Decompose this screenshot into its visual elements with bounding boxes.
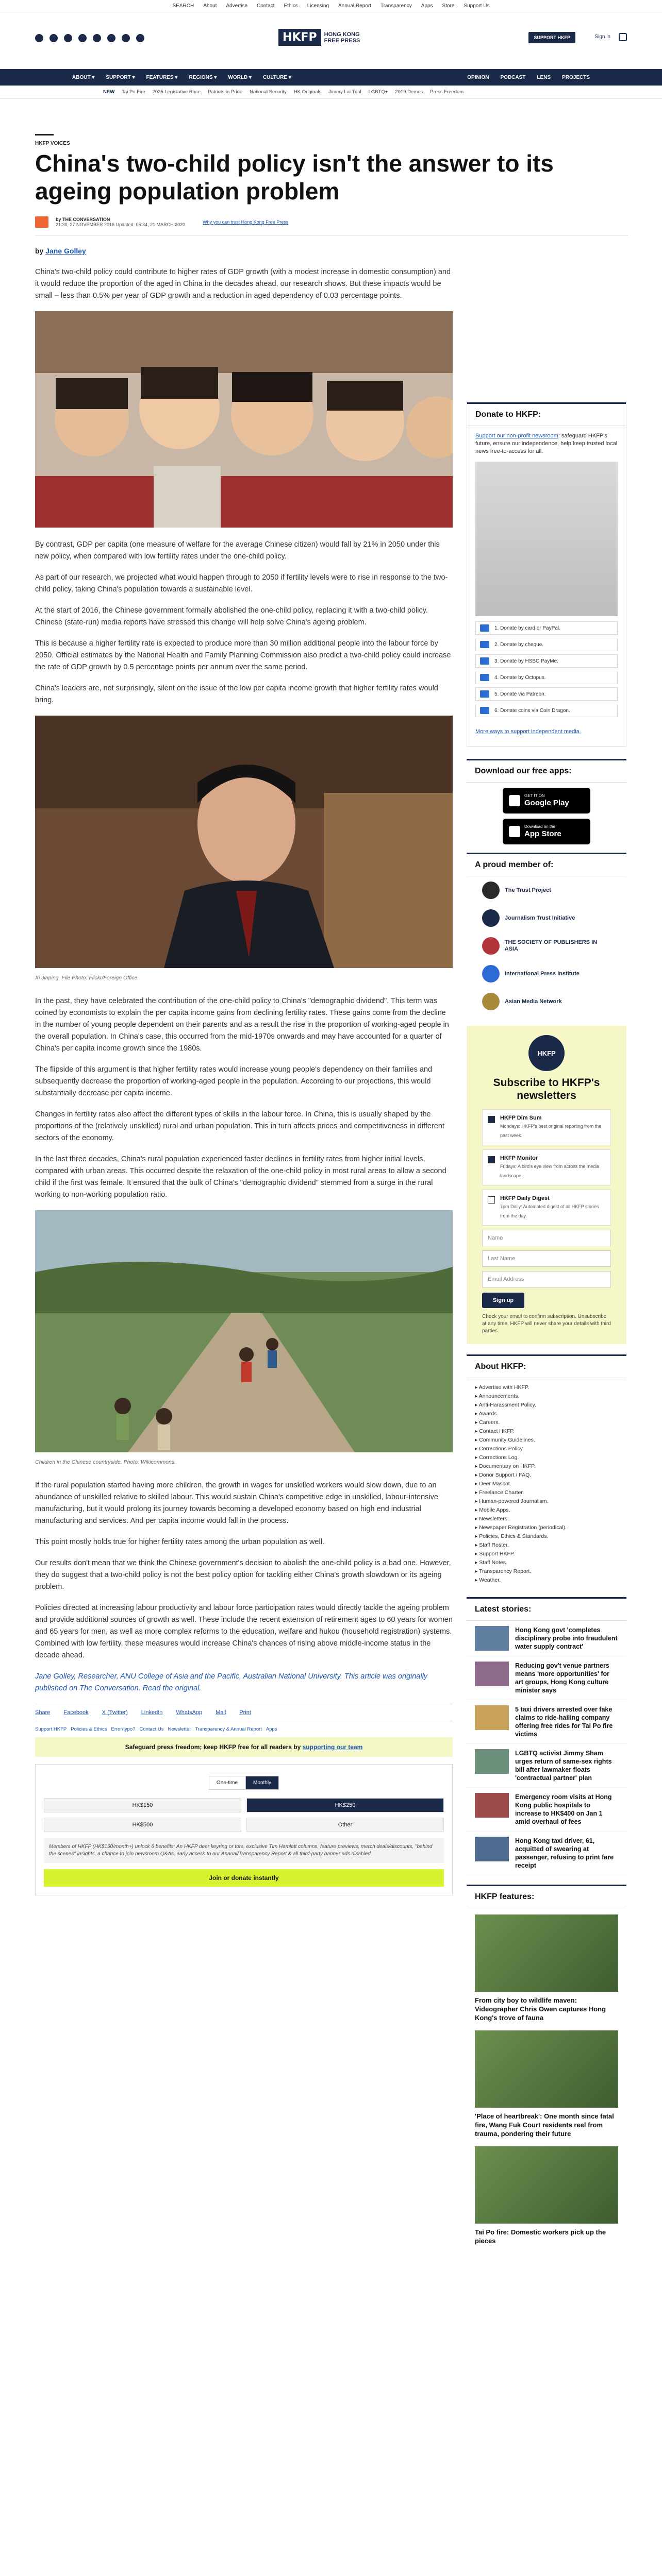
donate-option-label: 6. Donate coins via Coin Dragon. xyxy=(494,707,570,714)
member-logo xyxy=(482,965,500,982)
article-title: China's two-child policy isn't the answer to its ageing population problem xyxy=(35,150,554,205)
about-link[interactable]: ▸ Community Guidelines. xyxy=(475,1436,618,1445)
trending-item[interactable]: 2025 Legislative Race xyxy=(152,89,201,95)
app-store-button[interactable] xyxy=(503,819,590,844)
article-paragraph: This point mostly holds true for higher fertility rates among the urban population as well. xyxy=(35,1538,324,1546)
about-link[interactable]: ▸ Advertise with HKFP. xyxy=(475,1383,618,1392)
article-paragraph: As part of our research, we projected what would happen through to 2050 if fertility levels were to rise in response to the two-child policy, taking China's population towards a sustainable level. xyxy=(35,573,448,594)
site-header xyxy=(0,12,662,69)
donate-widget xyxy=(467,402,626,747)
instagram-icon[interactable] xyxy=(64,34,72,42)
member-logo xyxy=(482,909,500,927)
the-conversation-logo xyxy=(35,216,48,228)
trending-item[interactable]: National Security xyxy=(250,89,287,95)
about-link[interactable]: ▸ Donor Support / FAQ. xyxy=(475,1471,618,1480)
about-link[interactable]: ▸ Support HKFP. xyxy=(475,1550,618,1558)
newsletter-option[interactable] xyxy=(482,1109,611,1145)
member-logo xyxy=(482,993,500,1010)
policy-link[interactable]: Support HKFP xyxy=(35,1726,67,1732)
google-play-icon xyxy=(509,795,520,806)
trending-item[interactable]: Press Freedom xyxy=(430,89,464,95)
member-org[interactable] xyxy=(467,932,626,960)
latest-story[interactable] xyxy=(467,1656,626,1700)
newsletter-desc: 7pm Daily: Automated digest of all HKFP stories from the day. xyxy=(500,1204,599,1218)
topbar-link[interactable]: Transparency xyxy=(380,3,412,9)
latest-story[interactable] xyxy=(467,1788,626,1832)
feature-image xyxy=(475,1914,618,1992)
policy-links xyxy=(35,1726,453,1732)
story-thumbnail xyxy=(475,1626,509,1651)
policy-link[interactable]: Newsletter xyxy=(168,1726,191,1732)
nav-item[interactable]: CULTURE ▾ xyxy=(262,74,291,80)
article-paragraph: At the start of 2016, the Chinese government formally abolished the one-child policy, replacing it with a two-child policy. Chinese (state-run) media reports have stressed this change will help solve China's ageing problem. xyxy=(35,606,428,626)
donate-option-label: 1. Donate by card or PayPal. xyxy=(494,625,560,631)
feature-story[interactable] xyxy=(475,2030,618,2138)
google-play-label: Google Play xyxy=(524,799,569,807)
app-store-label: App Store xyxy=(524,829,561,838)
about-link[interactable]: ▸ Staff Roster. xyxy=(475,1541,618,1550)
article-paragraph: This is because a higher fertility rate is expected to produce more than 30 million additional people into the labour force by 2050. Official estimates by the National Health and Family Planning Commission also predict a two-child policy could increase the rate of GDP growth by 0.5 percentage points per annum over the same period. xyxy=(35,639,451,671)
donate-title: Donate to HKFP: xyxy=(467,402,626,426)
name-field[interactable]: Name xyxy=(482,1230,611,1246)
about-link[interactable]: ▸ Staff Notes. xyxy=(475,1558,618,1567)
story-title: 5 taxi drivers arrested over fake claims to ride-hailing company offering free rides for Tai Po fire victims xyxy=(515,1706,613,1738)
google-play-small: GET IT ON xyxy=(524,793,545,798)
share-link[interactable]: WhatsApp xyxy=(176,1709,203,1716)
member-org[interactable] xyxy=(467,876,626,904)
donate-option-label: 4. Donate by Octopus. xyxy=(494,674,546,681)
story-thumbnail xyxy=(475,1793,509,1818)
donate-option-label: 2. Donate by cheque. xyxy=(494,641,544,648)
article-paragraph: China's leaders are, not surprisingly, silent on the issue of the low per capita income growth that higher fertility rates would bring. xyxy=(35,684,438,704)
donate-option[interactable] xyxy=(475,621,618,635)
donate-option[interactable] xyxy=(475,687,618,701)
newsletter-widget xyxy=(467,1026,626,1344)
payment-icon xyxy=(480,641,489,648)
about-link[interactable]: ▸ Documentary on HKFP. xyxy=(475,1462,618,1471)
latest-title: Latest stories: xyxy=(467,1597,626,1621)
google-play-button[interactable] xyxy=(503,788,590,814)
logo-mark: HKFP xyxy=(278,29,321,46)
apple-icon xyxy=(509,826,520,837)
topbar-link[interactable]: Store xyxy=(442,3,455,9)
member-name: International Press Institute xyxy=(505,970,580,977)
amount-grid xyxy=(44,1798,444,1832)
policy-link[interactable]: Apps xyxy=(266,1726,277,1732)
about-link[interactable]: ▸ Transparency Report. xyxy=(475,1567,618,1576)
latest-story[interactable] xyxy=(467,1700,626,1744)
payment-icon xyxy=(480,674,489,681)
story-thumbnail xyxy=(475,1705,509,1730)
story-thumbnail xyxy=(475,1749,509,1774)
share-link[interactable]: Facebook xyxy=(63,1709,89,1716)
article-paragraph: By contrast, GDP per capita (one measure of welfare for the average Chinese citizen) would fall by 21% in 2050 under this new policy, when compared with low fertility rates under the one-child policy. xyxy=(35,540,440,561)
latest-story[interactable] xyxy=(467,1621,626,1656)
article-paragraph: The flipside of this argument is that higher fertility rates would increase young people's dependency on their families and subsequently decrease the proportion of working-aged people in the population. According to our projections, this would substantially decrease per capita income. xyxy=(35,1065,433,1097)
story-title: Reducing gov't venue partners means 'more opportunities' for art groups, Hong Kong culture minister says xyxy=(515,1662,610,1694)
trending-label: NEW xyxy=(103,89,115,95)
topbar-link[interactable]: Ethics xyxy=(284,3,298,9)
amount-250[interactable]: HK$250 xyxy=(246,1798,444,1812)
article-paragraph: Changes in fertility rates also affect the different types of skills in the labour force. In China, this is usually shaped by the proportions of the (relatively unskilled) rural and urban population. This in turn affects prices and competitiveness in different sectors of the economy. xyxy=(35,1110,444,1142)
about-link[interactable]: ▸ Freelance Charter. xyxy=(475,1488,618,1497)
newsletter-option[interactable] xyxy=(482,1190,611,1226)
one-time-toggle[interactable]: One-time xyxy=(209,1776,245,1790)
member-name: THE SOCIETY OF PUBLISHERS IN ASIA xyxy=(504,939,598,952)
donate-intro: Support our non-profit newsroom: safeguard HKFP's future, ensure our independence, help keep trusted local news free-to-access for all. xyxy=(475,433,618,454)
topbar-link[interactable]: Contact xyxy=(257,3,275,9)
policy-link[interactable]: Policies & Ethics xyxy=(71,1726,107,1732)
donate-option[interactable] xyxy=(475,704,618,717)
newsletter-option[interactable] xyxy=(482,1149,611,1185)
email-field[interactable]: Email Address xyxy=(482,1271,611,1287)
rss-icon[interactable] xyxy=(136,34,144,42)
payment-icon xyxy=(480,624,489,632)
author-note: Jane Golley, Researcher, ANU College of Asia and the Pacific, Australian National University. This article was originally published on The Conversation. Read the original. xyxy=(35,1672,428,1692)
topbar-link[interactable]: SEARCH xyxy=(172,3,194,9)
topbar-link[interactable]: Apps xyxy=(421,3,433,9)
feature-title: From city boy to wildlife maven: Videographer Chris Owen captures Hong Kong's trove of fauna xyxy=(475,1996,606,2022)
newsletter-name: HKFP Dim Sum xyxy=(500,1115,542,1121)
frequency-toggle xyxy=(44,1776,444,1790)
about-link[interactable]: ▸ Corrections Policy. xyxy=(475,1445,618,1453)
feature-title: Tai Po fire: Domestic workers pick up the pieces xyxy=(475,2228,606,2245)
byline-prefix: by xyxy=(35,247,44,255)
about-link[interactable]: ▸ Careers. xyxy=(475,1418,618,1427)
support-box xyxy=(35,1764,453,1895)
story-title: Hong Kong taxi driver, 61, acquitted of swearing at passenger, refusing to print fare receipt xyxy=(515,1837,614,1869)
story-title: Emergency room visits at Hong Kong public hospitals to increase to HK$400 on Jan 1 amid overhaul of fees xyxy=(515,1793,612,1825)
feature-title: 'Place of heartbreak': One month since fatal fire, Wang Fuk Court residents reel from trauma, pondering their future xyxy=(475,2112,614,2138)
story-thumbnail xyxy=(475,1662,509,1686)
donate-intro-link[interactable]: Support our non-profit newsroom xyxy=(475,433,558,439)
youtube-icon[interactable] xyxy=(78,34,87,42)
nav-item[interactable]: WORLD ▾ xyxy=(228,74,252,80)
app-store-small: Download on the xyxy=(524,824,556,829)
article-paragraph: In the past, they have celebrated the contribution of the one-child policy to China's "demographic dividend". This term was coined by economists to explain the per capita income gains from declining fertility rates. These gains come from the decline in the number of young people dependent on their parents and as a result the rise in the proportion of working-aged people in the overall population. In China's case, this occurred from the mid-1970s onwards and may have accounted for a quarter of China's per capita income growth since the 1980s. xyxy=(35,997,449,1053)
policy-link[interactable]: Contact Us xyxy=(139,1726,164,1732)
about-link[interactable]: ▸ Anti-Harassment Policy. xyxy=(475,1401,618,1410)
newsletter-name: HKFP Daily Digest xyxy=(500,1195,550,1201)
facebook-icon[interactable] xyxy=(35,34,43,42)
children-photo-svg xyxy=(35,311,453,528)
donate-intro-text: safeguard HKFP's future, ensure our independence, help keep trusted local news free-to-access for all. xyxy=(475,433,618,454)
author-link[interactable]: Jane Golley xyxy=(45,247,86,255)
children-photo xyxy=(35,311,453,528)
member-name: Asian Media Network xyxy=(505,998,562,1005)
about-link[interactable]: ▸ Human-powered Journalism. xyxy=(475,1497,618,1506)
trending-item[interactable]: Tai Po Fire xyxy=(122,89,145,95)
nav-item[interactable]: PODCAST xyxy=(500,74,526,80)
amount-other[interactable]: Other xyxy=(246,1818,444,1832)
trending-item[interactable]: LGBTQ+ xyxy=(368,89,388,95)
about-link[interactable]: ▸ Newspaper Registration (periodical). xyxy=(475,1523,618,1532)
member-name: Journalism Trust Initiative xyxy=(505,914,575,921)
nav-item[interactable]: PROJECTS xyxy=(562,74,590,80)
newsletter-name: HKFP Monitor xyxy=(500,1155,538,1161)
trending-item[interactable]: Jimmy Lai Trial xyxy=(328,89,361,95)
payment-icon xyxy=(480,690,489,698)
top-utility-bar xyxy=(0,0,662,12)
about-link[interactable]: ▸ Policies, Ethics & Standards. xyxy=(475,1532,618,1541)
newsletter-checkbox[interactable] xyxy=(488,1156,495,1163)
member-title: A proud member of: xyxy=(467,853,626,876)
nav-item[interactable]: REGIONS ▾ xyxy=(189,74,217,80)
donate-option[interactable] xyxy=(475,654,618,668)
donate-image xyxy=(475,462,618,616)
trust-link[interactable]: Why you can trust Hong Kong Free Press xyxy=(203,219,289,225)
photo-caption-1: Xi Jinping. File Photo: Flickr/Foreign Office. xyxy=(35,975,139,981)
social-links xyxy=(35,34,144,42)
topbar-link[interactable]: Advertise xyxy=(226,3,248,9)
press-banner-link[interactable]: supporting our team xyxy=(302,1743,363,1751)
about-link[interactable]: ▸ Mobile Apps. xyxy=(475,1506,618,1515)
menu-icon[interactable] xyxy=(619,33,627,41)
about-link[interactable]: ▸ Newsletters. xyxy=(475,1515,618,1523)
nav-item[interactable]: FEATURES ▾ xyxy=(146,74,178,80)
story-title: LGBTQ activist Jimmy Sham urges return of same-sex rights bill after lawmaker floats 'contractual partner' plan xyxy=(515,1750,612,1782)
article-source: by THE CONVERSATION xyxy=(56,217,110,222)
donate-options xyxy=(467,616,626,725)
xi-jinping-photo xyxy=(35,716,453,968)
donate-option[interactable] xyxy=(475,638,618,651)
article-paragraph: Our results don't mean that we think the Chinese government's decision to abolish the one-child policy is a bad one. However, they do suggest that a two-child policy is not the best policy option for tackling either China's growth slowdown or its ageing problem. xyxy=(35,1559,451,1591)
member-logo xyxy=(482,937,500,955)
trending-item[interactable]: 2019 Demos xyxy=(395,89,423,95)
article-paragraph: If the rural population started having more children, the growth in wages for unskilled workers would slow down, due to an abundance of unskilled relative to skilled labour. This would sustain China's competitive edge in unskilled, labour-intensive manufacturing, but it would prolong its journey towards becoming a developed economy based on high end industrial manufacturing and services. And per capita income would fall in the process. xyxy=(35,1481,438,1525)
member-org[interactable] xyxy=(467,904,626,932)
member-logo xyxy=(482,882,500,899)
share-bar xyxy=(35,1704,453,1721)
member-org[interactable] xyxy=(467,960,626,988)
topbar-link[interactable]: Support Us xyxy=(464,3,490,9)
press-banner-text: Safeguard press freedom; keep HKFP free for all readers by xyxy=(125,1743,301,1751)
topbar-link[interactable]: Annual Report xyxy=(338,3,371,9)
about-link[interactable]: ▸ Awards. xyxy=(475,1410,618,1418)
x-icon[interactable] xyxy=(49,34,58,42)
article-body xyxy=(35,266,453,1694)
last-name-field[interactable]: Last Name xyxy=(482,1250,611,1267)
payment-icon xyxy=(480,657,489,665)
policy-link[interactable]: Error/typo? xyxy=(111,1726,136,1732)
trending-bar xyxy=(0,86,662,99)
article-paragraph: In the last three decades, China's rural population experienced faster declines in fertility rates from higher initial levels, compared with urban areas. This occurred despite the relaxation of the one-child policy in most rural areas to allow a second child if the first was female. It ensured that the bulk of China's "demographic dividend" stemmed from a surge in the rural working to non-working population ratio. xyxy=(35,1155,446,1199)
sign-up-button[interactable]: Sign up xyxy=(482,1293,524,1308)
article-kicker[interactable]: HKFP VOICES xyxy=(35,141,70,146)
linkedin-icon[interactable] xyxy=(107,34,115,42)
newsletter-logo: HKFP xyxy=(528,1035,565,1071)
monthly-toggle[interactable]: Monthly xyxy=(245,1776,279,1790)
story-thumbnail xyxy=(475,1837,509,1861)
feature-story[interactable] xyxy=(475,2146,618,2245)
donate-option-label: 3. Donate by HSBC PayMe. xyxy=(494,658,558,664)
about-link[interactable]: ▸ Announcements. xyxy=(475,1392,618,1401)
latest-story[interactable] xyxy=(467,1744,626,1788)
about-link[interactable]: ▸ Contact HKFP. xyxy=(475,1427,618,1436)
share-label: Share xyxy=(35,1709,51,1716)
newsletter-checkbox[interactable] xyxy=(488,1116,495,1123)
telegram-icon[interactable] xyxy=(122,34,130,42)
nav-item[interactable]: SUPPORT ▾ xyxy=(106,74,135,80)
share-link[interactable]: Print xyxy=(239,1709,251,1716)
article-meta xyxy=(35,216,628,235)
amount-150[interactable]: HK$150 xyxy=(44,1798,241,1812)
trending-item[interactable]: Patriots in Pride xyxy=(208,89,243,95)
about-link[interactable]: ▸ Weather. xyxy=(475,1576,618,1585)
feature-image xyxy=(475,2146,618,2224)
article-paragraph: Policies directed at increasing labour productivity and labour force participation rates would directly tackle the ageing problem and provide additional sources of growth as well. These include the recent extension of retirement ages to 60 years for women and 65 years for men, as well as more complex reforms to the education, welfare and hukou (household registration) systems. Combined with low fertility, these measures would increase China's chances of rising above middle-income status in the decade ahead. xyxy=(35,1604,453,1659)
trending-item[interactable]: HK Originals xyxy=(293,89,322,95)
features-title: HKFP features: xyxy=(467,1885,626,1908)
share-link[interactable]: X (Twitter) xyxy=(102,1709,128,1716)
latest-story[interactable] xyxy=(467,1832,626,1875)
policy-link[interactable]: Transparency & Annual Report xyxy=(195,1726,262,1732)
donate-option[interactable] xyxy=(475,671,618,684)
newsletter-checkbox[interactable] xyxy=(488,1196,495,1204)
photo-caption-2: Children in the Chinese countryside. Photo: Wikicommons. xyxy=(35,1459,176,1465)
more-ways-link[interactable]: More ways to support independent media. xyxy=(475,728,581,735)
apps-title: Download our free apps: xyxy=(467,759,626,783)
members-note: Members of HKFP (HK$150/month+) unlock 6 benefits: An HKFP deer keyring or tote, exclusive Tim Hamlett columns, feature previews, merch deals/discounts, "behind the scenes" insights, a chance to join newsroom Q&As, early access to our Annual/Transparency Report & all third-party banner ads disabled. xyxy=(44,1838,444,1863)
payment-icon xyxy=(480,707,489,714)
article-dates: 21:30, 27 NOVEMBER 2016 Updated: 05:34, 21 MARCH 2020 xyxy=(56,222,186,227)
press-freedom-banner xyxy=(35,1737,453,1757)
story-title: Hong Kong govt 'completes disciplinary probe into fraudulent water supply contract' xyxy=(515,1626,618,1650)
newsletter-title: Subscribe to HKFP's newsletters xyxy=(493,1077,600,1101)
kicker-rule xyxy=(35,134,54,135)
nav-item[interactable]: OPINION xyxy=(467,74,489,80)
share-link[interactable]: Mail xyxy=(216,1709,226,1716)
newsletter-note: Check your email to confirm subscription. Unsubscribe at any time. HKFP will never share your details with third parties. xyxy=(482,1314,611,1334)
topbar-link[interactable]: Licensing xyxy=(307,3,329,9)
member-name: The Trust Project xyxy=(505,887,551,893)
about-list xyxy=(467,1378,626,1590)
topbar-link[interactable]: About xyxy=(203,3,217,9)
countryside-photo xyxy=(35,1210,453,1452)
main-nav xyxy=(0,69,662,86)
threads-icon[interactable] xyxy=(93,34,101,42)
sign-in-link[interactable]: Sign in xyxy=(594,34,610,40)
member-org[interactable] xyxy=(467,988,626,1015)
newsletter-desc: Fridays: A bird's eye view from across the media landscape. xyxy=(500,1164,600,1178)
join-donate-button[interactable]: Join or donate instantly xyxy=(44,1869,444,1887)
about-title: About HKFP: xyxy=(467,1354,626,1378)
xi-jinping-photo-svg xyxy=(35,716,453,968)
feature-story[interactable] xyxy=(475,1914,618,2022)
amount-500[interactable]: HK$500 xyxy=(44,1818,241,1832)
support-hkfp-button[interactable]: SUPPORT HKFP xyxy=(528,32,575,43)
byline xyxy=(35,247,453,255)
sidebar xyxy=(467,402,626,2253)
logo-wordmark: HONG KONG FREE PRESS xyxy=(324,31,360,44)
article-paragraph: China's two-child policy could contribute to higher rates of GDP growth (with a modest increase in domestic consumption) and it would reduce the proportion of the aged in China in the decades ahead, our research shows. But these impacts would be small – less than 0.5% per year of GDP growth and a reduction in aged dependency of 0.03 percentage points. xyxy=(35,268,451,300)
newsletter-desc: Mondays: HKFP's best original reporting from the past week. xyxy=(500,1124,602,1138)
donate-option-label: 5. Donate via Patreon. xyxy=(494,691,546,697)
nav-item[interactable]: LENS xyxy=(537,74,551,80)
feature-image xyxy=(475,2030,618,2108)
share-link[interactable]: LinkedIn xyxy=(141,1709,163,1716)
about-link[interactable]: ▸ Deer Mascot. xyxy=(475,1480,618,1488)
site-logo[interactable] xyxy=(278,29,361,46)
about-link[interactable]: ▸ Corrections Log. xyxy=(475,1453,618,1462)
nav-item[interactable]: ABOUT ▾ xyxy=(72,74,95,80)
countryside-photo-svg xyxy=(35,1210,453,1452)
